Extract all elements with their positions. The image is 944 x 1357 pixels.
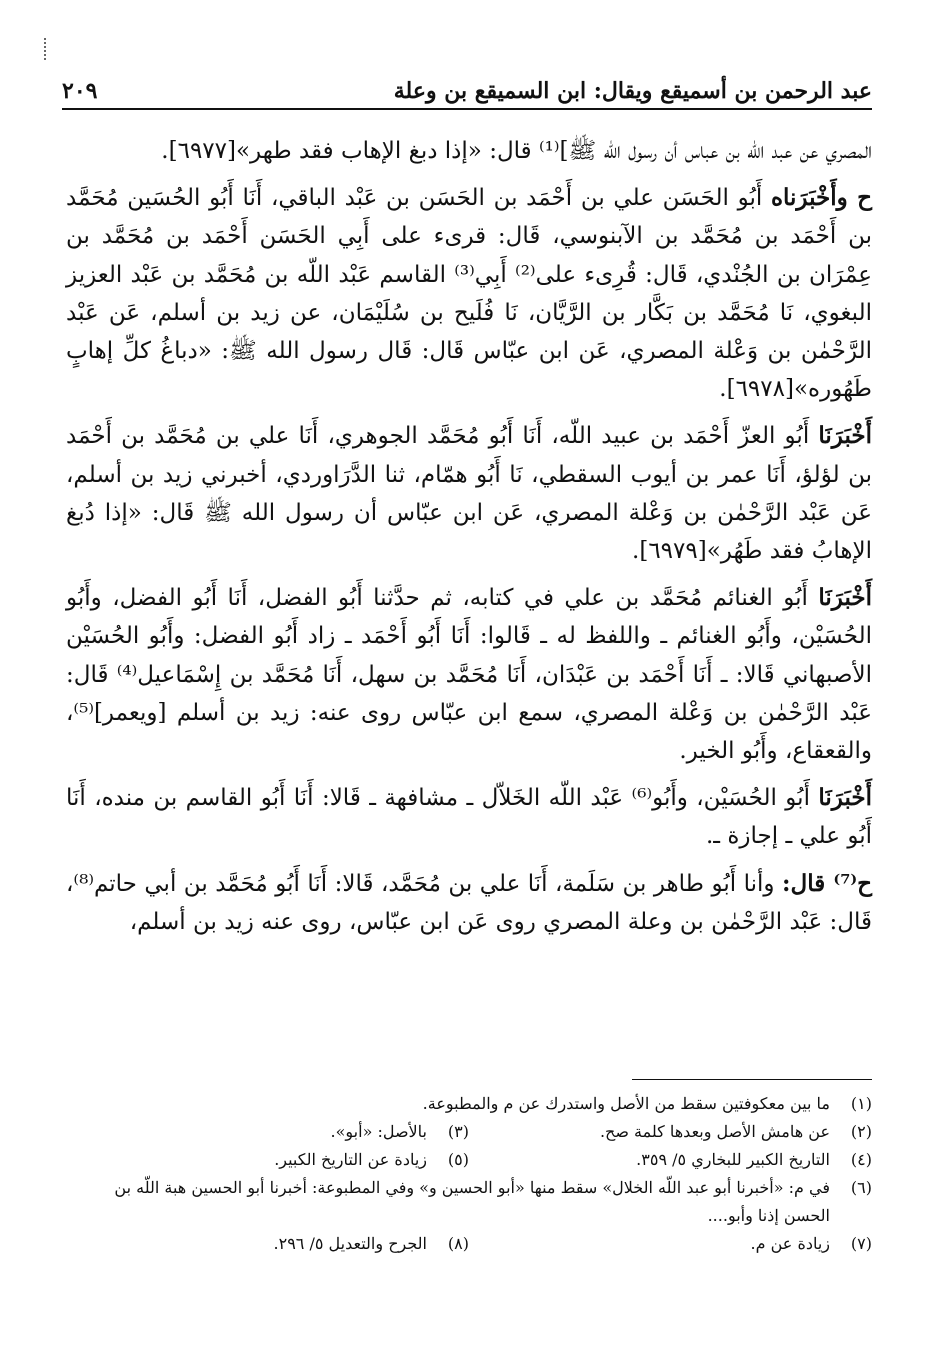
paragraph bbox=[66, 865, 872, 941]
margin-mark bbox=[44, 38, 48, 60]
footnote-number: (٣) bbox=[447, 1122, 469, 1141]
paragraph-text: أَبُو الغنائم مُحَمَّد بن علي في كتابه، ثم حدَّثنا أَبُو الفضل، أَنَا أَبُو الفضل، وأَبُو الحُسَيْن، وأَبُو الغنائم ـ واللفظ له ـ قَالوا: أَنَا أَبُو أَحْمَد ـ زاد أَبُو الفضل: وأَبُو الحُسَيْن الأصبهاني قَالا: ـ أَنَا أَحْمَد بن عَبْدَان، أَنَا مُحَمَّد بن سهل، أَنَا مُحَمَّد بن إِسْمَاعيل⁽⁴⁾ قَال: عَبْد الرَّحْمٰن بن وَعْلة المصري، سمع ابن عبّاس روى عنه: زيد بن أسلم [ويعمر]⁽⁵⁾، والقعقاع، وأَبُو الخير. bbox=[66, 585, 872, 765]
footnote bbox=[66, 1118, 469, 1146]
paragraph-lead: ح⁽⁷⁾ قال: bbox=[782, 869, 873, 897]
footnote-row bbox=[66, 1146, 872, 1174]
footnote bbox=[66, 1090, 872, 1118]
footnote-text: زيادة عن التاريخ الكبير. bbox=[274, 1150, 427, 1169]
paragraph bbox=[66, 579, 872, 770]
footnote-text: زيادة عن م. bbox=[750, 1234, 830, 1253]
footnote bbox=[66, 1146, 469, 1174]
footnote-text: ما بين معكوفتين سقط من الأصل واستدرك عن م والمطبوعة. bbox=[422, 1094, 830, 1113]
paragraph-text: أَبُو الحَسَن علي بن أَحْمَد بن الحَسَن بن عَبْد الباقي، أَنَا أَبُو الحُسَين مُحَمَّد بن أَحْمَد بن مُحَمَّد بن الآبنوسي، قَال: قرىء على أَبِي الحَسَن أَحْمَد بن مُحَمَّد بن عِمْرَان بن الجُنْدي، قَال: قُرِىء على⁽²⁾ أَبِي⁽³⁾ القاسم عَبْد اللّه بن مُحَمَّد بن عَبْد العزيز البغوي، نَا مُحَمَّد بن بَكَّار بن الرَّيَّان، نَا فُلَيح بن سُلَيْمَان، عن زيد بن أسلم، عَن عَبْد الرَّحْمٰن بن وَعْلة المصري، عَن ابن عبّاس قَال: قَال رسول الله ﷺ: «دباغُ كلِّ إهابٍ طَهُوره»[٦٩٧٨]. bbox=[66, 185, 872, 403]
header-rule bbox=[62, 108, 872, 110]
running-title: عبد الرحمن بن أسميقع ويقال: ابن السميقع بن وعلة bbox=[393, 78, 872, 104]
paragraph-lead: أَخْبَرَنَا bbox=[818, 584, 873, 612]
footnote-number: (٨) bbox=[447, 1234, 469, 1253]
page-number: ٢٠٩ bbox=[62, 78, 98, 104]
footnote-number: (٦) bbox=[850, 1178, 872, 1197]
footnote-row bbox=[66, 1230, 872, 1258]
footnote-text: الجرح والتعديل ٥/ ٢٩٦. bbox=[273, 1234, 427, 1253]
footnote-number: (٤) bbox=[850, 1150, 872, 1169]
main-text bbox=[66, 132, 872, 941]
footnote bbox=[66, 1174, 872, 1230]
paragraph bbox=[66, 779, 872, 855]
footnote-text: في م: «أخبرنا أبو عبد اللّه الخلال» سقط منها «أبو الحسين و» وفي المطبوعة: أخبرنا أبو الحسين هبة اللّه بن الحسن إذنا وأبو.... bbox=[114, 1178, 830, 1225]
paragraph bbox=[66, 179, 872, 408]
footnote bbox=[469, 1118, 872, 1146]
footnote-text: عن هامش الأصل وبعدها كلمة صح. bbox=[599, 1122, 830, 1141]
footnote-row bbox=[66, 1174, 872, 1230]
footnotes bbox=[66, 1090, 872, 1258]
paragraph-text: أَبُو العزّ أَحْمَد بن عبيد اللّه، أَنَا أَبُو مُحَمَّد الجوهري، أَنَا علي بن مُحَمَّد بن أَحْمَد بن لؤلؤ، أَنَا عمر بن أيوب السقطي، نَا أَبُو همّام، ثنا الدَّرَاوردي، أخبرني زيد بن أسلم، عَن عَبْد الرَّحْمٰن بن وَعْلة المصري، عَن ابن عبّاس أن رسول الله ﷺ قَال: «إذا دُبغ الإهابُ فقد طَهُر»[٦٩٧٩]. bbox=[66, 423, 872, 565]
footnote-text: التاريخ الكبير للبخاري ٥/ ٣٥٩. bbox=[636, 1150, 830, 1169]
paragraph-lead: أَخْبَرَنَا bbox=[818, 422, 873, 450]
footnote-row bbox=[66, 1090, 872, 1118]
page-header bbox=[62, 70, 872, 104]
footnote-number: (١) bbox=[850, 1094, 872, 1113]
paragraph bbox=[66, 417, 872, 570]
paragraph bbox=[66, 132, 872, 170]
footnote-text: بالأصل: «أبو». bbox=[330, 1122, 427, 1141]
footnote bbox=[469, 1230, 872, 1258]
footnote-row bbox=[66, 1118, 872, 1146]
footnote-number: (٧) bbox=[850, 1234, 872, 1253]
paragraph-lead: أَخْبَرَنَا bbox=[818, 784, 872, 812]
footnote-number: (٥) bbox=[447, 1150, 469, 1169]
paragraph-text: المصري عن عبد اللّه بن عباس أن رسول اللّه ﷺ]⁽¹⁾ قال: «إذا دبغ الإهاب فقد طهر»[٦٩٧٧]. bbox=[161, 138, 872, 164]
paragraph-text: وأنا أَبُو طاهر بن سَلَمة، أَنَا علي بن مُحَمَّد، قَالا: أَنَا أَبُو مُحَمَّد بن أبي حاتم⁽⁸⁾، قَال: عَبْد الرَّحْمٰن بن وعلة المصري روى عَن ابن عبّاس، روى عنه زيد بن أسلم، bbox=[66, 870, 872, 935]
footnote-number: (٢) bbox=[850, 1122, 872, 1141]
footnote bbox=[66, 1230, 469, 1258]
footnote bbox=[469, 1146, 872, 1174]
paragraph-lead: ح وأَخْبَرَناه bbox=[770, 184, 872, 212]
footnote-rule bbox=[632, 1079, 872, 1080]
paragraph-text: أَبُو الحُسَيْن، وأَبُو⁽⁶⁾ عَبْد اللّه الخَلاّل ـ مشافهة ـ قَالا: أَنَا أَبُو القاسم بن منده، أَنَا أَبُو علي ـ إجازة ـ. bbox=[66, 785, 872, 850]
